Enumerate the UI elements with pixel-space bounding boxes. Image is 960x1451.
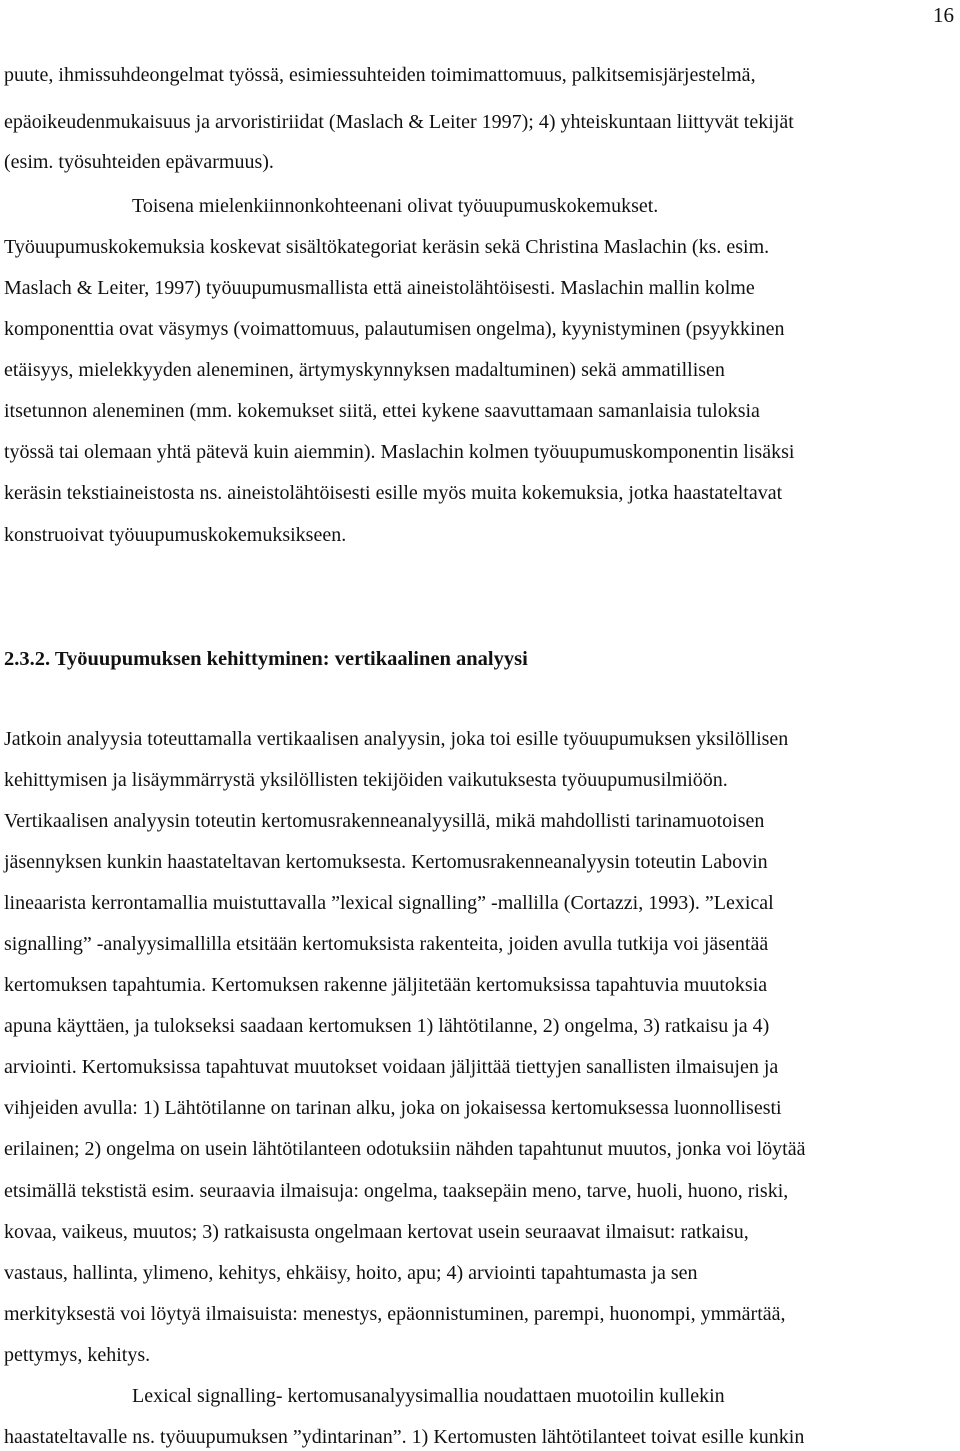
text-line: itsetunnon aleneminen (mm. kokemukset siitä, ettei kykene saavuttamaan samanlaisia tuloksia xyxy=(4,400,760,422)
text-line: Maslach & Leiter, 1997) työuupumusmallista että aineistolähtöisesti. Maslachin mallin kolme xyxy=(4,277,755,299)
text-line: kertomuksen tapahtumia. Kertomuksen rakenne jäljitetään kertomuksissa tapahtuvia muutoksia xyxy=(4,974,768,996)
text-line: pettymys, kehitys. xyxy=(4,1344,151,1366)
page-number: 16 xyxy=(933,3,954,27)
text-line: konstruoivat työuupumuskokemuksikseen. xyxy=(4,524,347,546)
text-line: jäsennyksen kunkin haastateltavan kertomuksesta. Kertomusrakenneanalyysin toteutin Labovin xyxy=(4,851,768,873)
text-line: erilainen; 2) ongelma on usein lähtötilanteen odotuksiin nähden tapahtunut muutos, jonka voi löytää xyxy=(4,1138,806,1160)
text-line: Vertikaalisen analyysin toteutin kertomusrakenneanalyysillä, mikä mahdollisti tarinamuotoisen xyxy=(4,810,765,832)
text-line: epäoikeudenmukaisuus ja arvoristiriidat (Maslach & Leiter 1997); 4) yhteiskuntaan liittyvät tekijät xyxy=(4,111,794,133)
text-line: komponenttia ovat väsymys (voimattomuus, palautumisen ongelma), kyynistyminen (psyykkinen xyxy=(4,318,785,340)
text-line: (esim. työsuhteiden epävarmuus). xyxy=(4,151,274,173)
text-line: vastaus, hallinta, ylimeno, kehitys, ehkäisy, hoito, apu; 4) arviointi tapahtumasta ja sen xyxy=(4,1262,698,1284)
text-line: vihjeiden avulla: 1) Lähtötilanne on tarinan alku, joka on jokaisessa kertomuksessa luonnollisesti xyxy=(4,1097,782,1119)
text-line: lineaarista kerrontamallia muistuttavalla ”lexical signalling” -mallilla (Cortazzi, 1993). ”Lexical xyxy=(4,892,774,914)
text-line: kehittymisen ja lisäymmärrystä yksilöllisten tekijöiden vaikutuksesta työuupumusilmiöön. xyxy=(4,769,728,791)
text-line: Lexical signalling- kertomusanalyysimallia noudattaen muotoilin kullekin xyxy=(132,1385,725,1407)
text-line: arviointi. Kertomuksissa tapahtuvat muutokset voidaan jäljittää tiettyjen sanallisten ilmaisujen ja xyxy=(4,1056,779,1078)
text-line: merkityksestä voi löytyä ilmaisuista: menestys, epäonnistuminen, parempi, huonompi, ymmärtää, xyxy=(4,1303,786,1325)
section-heading: 2.3.2. Työuupumuksen kehittyminen: vertikaalinen analyysi xyxy=(4,648,528,670)
text-line: työssä tai olemaan yhtä pätevä kuin aiemmin). Maslachin kolmen työuupumuskomponentin lisäksi xyxy=(4,441,795,463)
text-line: Toisena mielenkiinnonkohteenani olivat työuupumuskokemukset. xyxy=(132,195,659,217)
text-line: etsimällä tekstistä esim. seuraavia ilmaisuja: ongelma, taaksepäin meno, tarve, huoli, huono, riski, xyxy=(4,1180,789,1202)
text-line: signalling” -analyysimallilla etsitään kertomuksista rakenteita, joiden avulla tutkija voi jäsentää xyxy=(4,933,769,955)
text-line: kovaa, vaikeus, muutos; 3) ratkaisusta ongelmaan kertovat usein seuraavat ilmaisut: ratkaisu, xyxy=(4,1221,749,1243)
text-line: keräsin tekstiaineistosta ns. aineistolähtöisesti esille myös muita kokemuksia, jotka haastateltavat xyxy=(4,482,783,504)
text-line: puute, ihmissuhdeongelmat työssä, esimiessuhteiden toimimattomuus, palkitsemisjärjestelmä, xyxy=(4,64,756,86)
text-line: etäisyys, mielekkyyden aleneminen, ärtymyskynnyksen madaltuminen) sekä ammatillisen xyxy=(4,359,725,381)
text-line: apuna käyttäen, ja tulokseksi saadaan kertomuksen 1) lähtötilanne, 2) ongelma, 3) ratkaisu ja 4) xyxy=(4,1015,770,1037)
text-line: Työuupumuskokemuksia koskevat sisältökategoriat keräsin sekä Christina Maslachin (ks. esim. xyxy=(4,236,770,258)
text-line: haastateltavalle ns. työuupumuksen ”ydintarinan”. 1) Kertomusten lähtötilanteet toivat esille kunkin xyxy=(4,1426,805,1448)
text-line: Jatkoin analyysia toteuttamalla vertikaalisen analyysin, joka toi esille työuupumuksen yksilöllisen xyxy=(4,728,789,750)
